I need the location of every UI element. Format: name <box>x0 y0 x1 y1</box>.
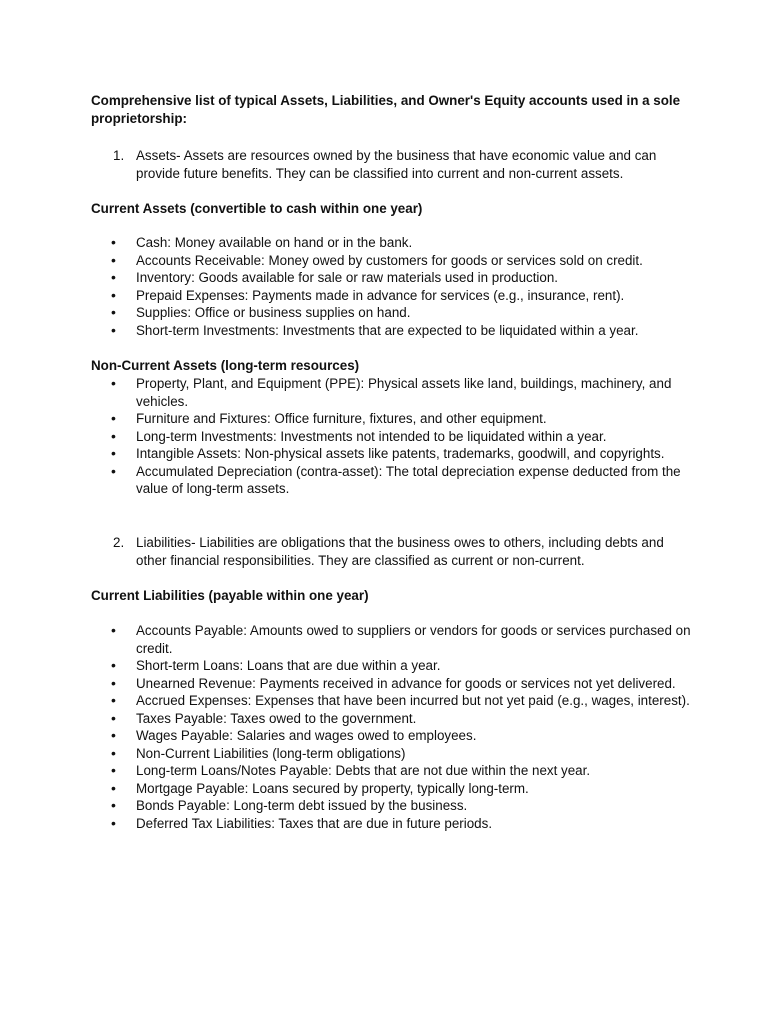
assets-item <box>91 147 691 182</box>
list-item: • Deferred Tax Liabilities: Taxes that are due in future periods. <box>111 814 493 831</box>
liabilities-number: 2. <box>113 535 125 550</box>
list-item: • Accounts Payable: Amounts owed to suppliers or vendors for goods or services purchased on credit. <box>111 622 691 656</box>
liabilities-item <box>91 534 691 569</box>
list-item: • Long-term Investments: Investments not intended to be liquidated within a year. <box>111 427 607 444</box>
bullet-icon: • <box>111 304 116 320</box>
current-assets-list <box>91 234 691 339</box>
list-item: • Inventory: Goods available for sale or raw materials used in production. <box>111 269 559 285</box>
liabilities-text: Liabilities- Liabilities are obligations that the business owes to others, including debts and other financial responsibilities. They are classified as current or non-current. <box>136 535 664 568</box>
bullet-icon: • <box>111 462 116 479</box>
list-item: • Cash: Money available on hand or in the bank. <box>111 234 413 250</box>
bullet-icon: • <box>111 797 116 813</box>
list-item: • Taxes Payable: Taxes owed to the government. <box>111 709 417 726</box>
list-item: • Accumulated Depreciation (contra-asset): The total depreciation expense deducted from the value of long-term assets. <box>111 462 681 496</box>
bullet-icon: • <box>111 744 116 761</box>
bullet-icon: • <box>111 814 116 831</box>
bullet-icon: • <box>111 375 116 391</box>
bullet-icon: • <box>111 762 116 778</box>
list-item: • Mortgage Payable: Loans secured by property, typically long-term. <box>111 779 529 796</box>
non-current-assets-heading: Non-Current Assets (long-term resources) <box>91 358 360 373</box>
bullet-icon: • <box>111 445 116 461</box>
list-item: • Long-term Loans/Notes Payable: Debts that are not due within the next year. <box>111 762 591 778</box>
current-liabilities-list <box>91 622 691 832</box>
list-item: • Supplies: Office or business supplies on hand. <box>111 304 411 320</box>
assets-number: 1. <box>113 148 125 163</box>
current-assets-heading: Current Assets (convertible to cash within one year) <box>91 201 423 216</box>
list-item: • Intangible Assets: Non-physical assets like patents, trademarks, goodwill, and copyrights. <box>111 445 665 461</box>
bullet-icon: • <box>111 674 116 691</box>
list-item: • Unearned Revenue: Payments received in advance for goods or services not yet delivered. <box>111 674 676 691</box>
document-title: Comprehensive list of typical Assets, Liabilities, and Owner's Equity accounts used in a sole proprietorship: <box>91 93 681 126</box>
list-item: • Short-term Loans: Loans that are due within a year. <box>111 657 441 673</box>
list-item: • Wages Payable: Salaries and wages owed to employees. <box>111 727 477 743</box>
bullet-icon: • <box>111 286 116 303</box>
list-item: • Non-Current Liabilities (long-term obligations) <box>111 744 406 761</box>
bullet-icon: • <box>111 622 116 638</box>
bullet-icon: • <box>111 657 116 673</box>
list-item: • Prepaid Expenses: Payments made in advance for services (e.g., insurance, rent). <box>111 286 625 303</box>
assets-text: Assets- Assets are resources owned by the business that have economic value and can provide future benefits. They can be classified into current and non-current assets. <box>136 148 657 181</box>
bullet-icon: • <box>111 692 116 708</box>
bullet-icon: • <box>111 709 116 726</box>
bullet-icon: • <box>111 269 116 285</box>
bullet-icon: • <box>111 234 116 250</box>
bullet-icon: • <box>111 321 116 338</box>
bullet-icon: • <box>111 427 116 444</box>
bullet-icon: • <box>111 779 116 796</box>
current-liabilities-heading: Current Liabilities (payable within one year) <box>91 588 369 603</box>
bullet-icon: • <box>111 727 116 743</box>
list-item: • Furniture and Fixtures: Office furniture, fixtures, and other equipment. <box>111 410 547 426</box>
list-item: • Accounts Receivable: Money owed by customers for goods or services sold on credit. <box>111 251 643 268</box>
list-item: • Bonds Payable: Long-term debt issued by the business. <box>111 797 468 813</box>
non-current-assets-list <box>91 375 691 498</box>
list-item: • Property, Plant, and Equipment (PPE): Physical assets like land, buildings, machinery, and vehicles. <box>111 375 672 409</box>
bullet-icon: • <box>111 410 116 426</box>
list-item: • Short-term Investments: Investments that are expected to be liquidated within a year. <box>111 321 639 338</box>
list-item: • Accrued Expenses: Expenses that have been incurred but not yet paid (e.g., wages, interest). <box>111 692 690 708</box>
bullet-icon: • <box>111 251 116 268</box>
